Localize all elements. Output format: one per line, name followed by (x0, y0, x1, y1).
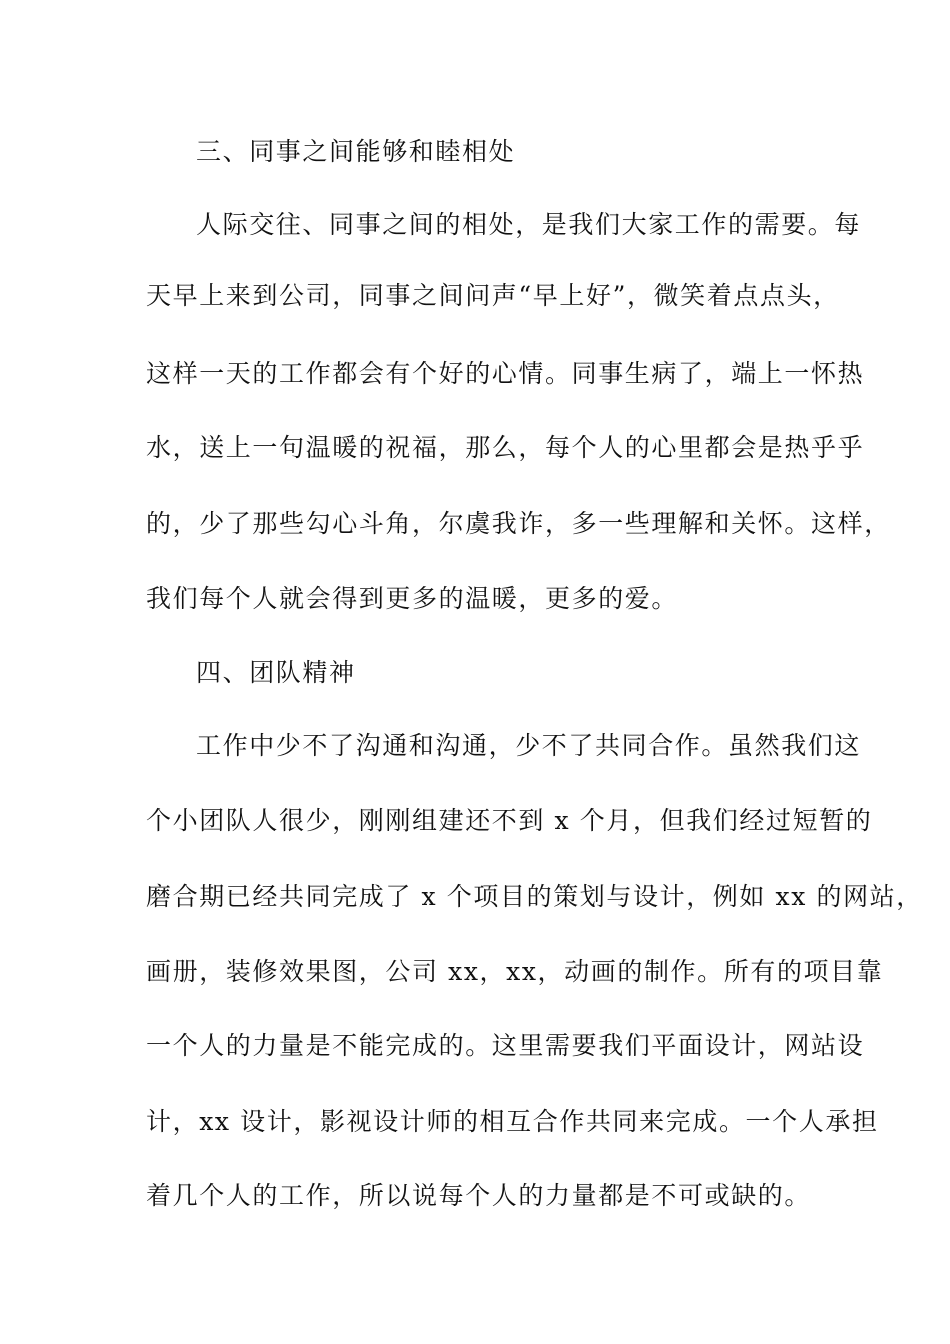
section-4-paragraph-line: 工作中少不了沟通和沟通，少不了共同合作。虽然我们这 (196, 731, 862, 760)
section-3-paragraph-line: 人际交往、同事之间的相处，是我们大家工作的需要。每 (196, 210, 862, 239)
section-4-paragraph-line: 个小团队人很少，刚刚组建还不到 x 个月，但我们经过短暂的 (146, 806, 873, 835)
section-3-paragraph-line: 天早上来到公司，同事之间问声“早上好”，微笑着点点头， (146, 281, 840, 310)
section-3-paragraph-line: 这样一天的工作都会有个好的心情。同事生病了，端上一怀热 (146, 359, 865, 388)
section-3-paragraph-line: 的，少了那些勾心斗角，尔虞我诈，多一些理解和关怀。这样， (146, 509, 891, 538)
section-4-paragraph-line: 着几个人的工作，所以说每个人的力量都是不可或缺的。 (146, 1181, 812, 1210)
section-4-heading: 四、团队精神 (196, 658, 356, 687)
section-3-heading: 三、同事之间能够和睦相处 (196, 137, 516, 166)
section-4-paragraph-line: 画册，装修效果图，公司 xx，xx，动画的制作。所有的项目靠 (146, 957, 884, 986)
section-4-paragraph-line: 一个人的力量是不能完成的。这里需要我们平面设计，网站设 (146, 1031, 865, 1060)
section-3-paragraph-line: 我们每个人就会得到更多的温暖，更多的爱。 (146, 584, 679, 613)
section-4-paragraph-line: 计，xx 设计，影视设计师的相互合作共同来完成。一个人承担 (146, 1107, 879, 1136)
section-3-paragraph-line: 水，送上一句温暖的祝福，那么，每个人的心里都会是热乎乎 (146, 433, 865, 462)
section-4-paragraph-line: 磨合期已经共同完成了 x 个项目的策划与设计，例如 xx 的网站， (146, 882, 923, 911)
